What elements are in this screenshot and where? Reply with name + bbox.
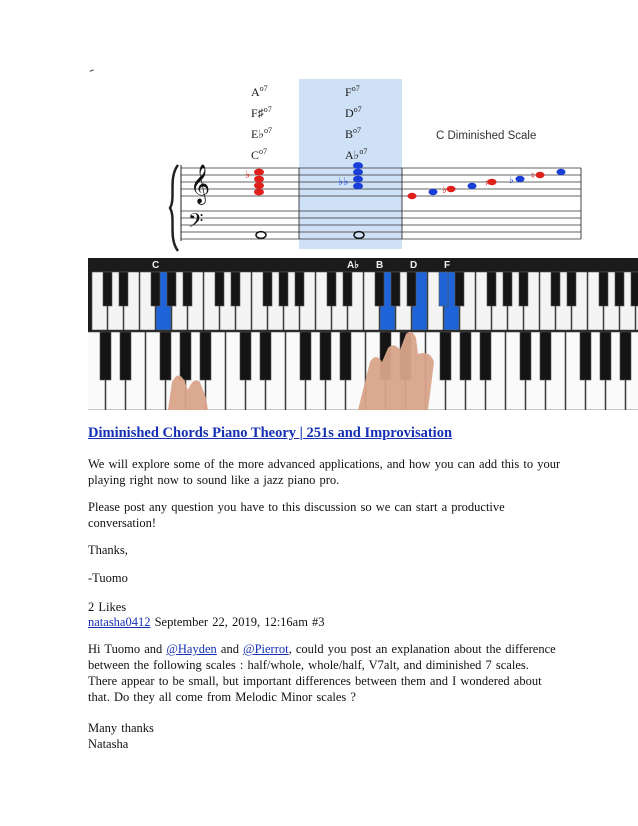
signature-text: -Tuomo: [88, 571, 128, 585]
svg-text:♭: ♭: [509, 175, 514, 186]
chord-name: $D^{o7}$: [345, 105, 362, 120]
svg-text:♯: ♯: [485, 178, 490, 189]
chord-name: $B^{o7}$: [345, 126, 362, 141]
black-key: [599, 272, 608, 306]
reply-meta: [88, 614, 325, 630]
svg-text:♭♭: ♭♭: [338, 175, 349, 188]
grand-staff: [88, 68, 638, 253]
black-key: [160, 332, 171, 380]
black-key: [327, 272, 336, 306]
chord-name: $A^{o7}$: [251, 84, 268, 99]
key-label: A♭: [347, 260, 359, 271]
black-key: [580, 332, 591, 380]
black-key: [279, 272, 288, 306]
chord-name: F♯$^{o7}$: [251, 105, 272, 120]
black-key: [200, 332, 211, 380]
piano-keyboard: [88, 258, 638, 410]
black-key: [440, 332, 451, 380]
black-key: [520, 332, 531, 380]
black-key: [519, 272, 528, 306]
black-key: [407, 272, 416, 306]
thanks-text: Thanks,: [88, 543, 128, 557]
bass-whole-note: [354, 232, 364, 239]
black-key: [615, 272, 624, 306]
black-key: [391, 272, 400, 306]
reply-line: between the following scales : half/whole, whole/half, V7alt, and diminished 7 scales.: [88, 658, 529, 672]
scale-title: C Diminished Scale: [436, 130, 537, 142]
question-paragraph: Please post any question you have to this discussion so we can start a productive conversation!: [88, 500, 505, 530]
black-key: [620, 332, 631, 380]
svg-text:♭: ♭: [245, 168, 251, 181]
key-label: F: [444, 260, 451, 271]
article-title-link[interactable]: Diminished Chords Piano Theory | 251s and Improvisation: [88, 425, 453, 441]
black-key: [551, 272, 560, 306]
black-key: [151, 272, 160, 306]
black-key: [343, 272, 352, 306]
black-key: [263, 272, 272, 306]
reply-line: that. Do they all come from Melodic Minor scales ?: [88, 690, 356, 704]
black-key: [455, 272, 464, 306]
black-key: [340, 332, 351, 380]
black-key: [240, 332, 251, 380]
black-key: [567, 272, 576, 306]
key-label: B: [376, 260, 384, 271]
black-key: [215, 272, 224, 306]
black-key: [487, 272, 496, 306]
black-key: [100, 332, 111, 380]
black-key: [503, 272, 512, 306]
keyboard-keys: [88, 258, 638, 410]
black-key: [300, 332, 311, 380]
black-key: [103, 272, 112, 306]
black-key: [180, 332, 191, 380]
mention-pierrot-link[interactable]: @Pierrot: [243, 642, 289, 656]
chord-name: $C^{o7}$: [251, 147, 268, 162]
treble-clef-icon: 𝄞: [190, 164, 211, 204]
black-key: [600, 332, 611, 380]
black-key: [260, 332, 271, 380]
black-key: [631, 272, 638, 306]
bass-staff: [181, 211, 581, 239]
black-key: [540, 332, 551, 380]
mention-hayden-link[interactable]: @Hayden: [166, 642, 217, 656]
scale-notes: [408, 169, 566, 199]
black-key: [120, 332, 131, 380]
reply-username-link[interactable]: natasha0412: [88, 615, 151, 629]
svg-text:♮: ♮: [531, 171, 535, 182]
black-key: [439, 272, 448, 306]
chord-name: $F^{o7}$: [345, 84, 360, 99]
black-key: [231, 272, 240, 306]
black-key: [320, 332, 331, 380]
black-key: [183, 272, 192, 306]
bass-whole-note: [256, 232, 266, 239]
reply-closing: Many thanks Natasha: [88, 721, 154, 751]
reply-line: Hi Tuomo and @Hayden and @Pierrot, could you post an explanation about the difference: [88, 642, 556, 656]
key-label: C: [152, 260, 160, 271]
bass-clef-icon: 𝄢: [188, 209, 204, 237]
black-key: [295, 272, 304, 306]
blue-chord: [338, 162, 363, 189]
intro-paragraph: We will explore some of the more advanced applications, and how you can add this to your playing right now to sound like a jazz piano pro.: [88, 457, 561, 487]
chord-name: A♭$^{o7}$: [345, 147, 368, 162]
black-key: [480, 332, 491, 380]
reply-line: There appear to be small, but important differences between them and I wondered about: [88, 674, 542, 688]
chord-name: E♭$^{o7}$: [251, 126, 272, 141]
reply-timestamp: September 22, 2019, 12:16am #3: [154, 615, 325, 629]
black-key: [375, 272, 384, 306]
black-key: [119, 272, 128, 306]
key-label: D: [410, 260, 418, 271]
svg-text:♭: ♭: [442, 185, 447, 196]
black-key: [460, 332, 471, 380]
reply-body: [88, 641, 556, 705]
theory-figure: [88, 68, 638, 410]
likes-count: 2 Likes: [88, 600, 127, 614]
black-key: [167, 272, 176, 306]
